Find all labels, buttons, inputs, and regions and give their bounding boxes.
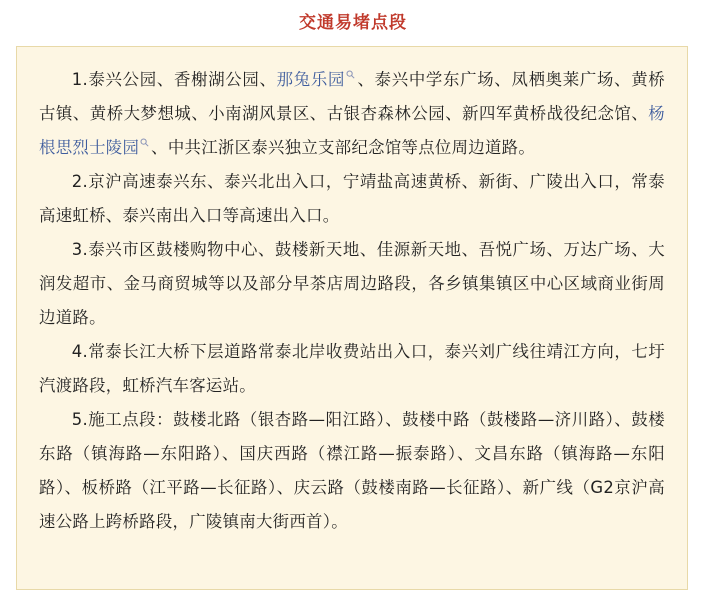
link-yanggensi-cemetery[interactable]: 杨根思烈士陵园 — [39, 104, 665, 157]
paragraph-1 — [39, 63, 665, 165]
paragraph-1-text-c: 、中共江浙区泰兴独立支部纪念馆等点位周边道路。 — [151, 138, 536, 157]
page-title: 交通易堵点段 — [299, 13, 407, 33]
paragraph-3: 3.泰兴市区鼓楼购物中心、鼓楼新天地、佳源新天地、吾悦广场、万达广场、大润发超市、金马商贸城等以及部分早茶店周边路段，各乡镇集镇区中心区域商业街周边道路。 — [39, 240, 665, 327]
content-panel — [16, 46, 688, 590]
paragraph-1-text-a: 1.泰兴公园、香榭湖公园、 — [71, 70, 277, 89]
search-icon[interactable] — [346, 70, 355, 79]
link-natu-park[interactable]: 那兔乐园 — [276, 70, 346, 89]
paragraph-2: 2.京沪高速泰兴东、泰兴北出入口，宁靖盐高速黄桥、新街、广陵出入口，常泰高速虹桥、泰兴南出入口等高速出入口。 — [39, 172, 665, 225]
paragraph-5: 5.施工点段：鼓楼北路（银杏路—阳江路）、鼓楼中路（鼓楼路—济川路）、鼓楼东路（镇海路—东阳路）、国庆西路（襟江路—振泰路）、文昌东路（镇海路—东阳路）、板桥路（江平路—长征路）、庆云路（鼓楼南路—长征路）、新广线（G2京沪高速公路上跨桥路段，广陵镇南大街西首）。 — [39, 410, 665, 531]
search-icon[interactable] — [140, 138, 149, 147]
paragraph-4: 4.常泰长江大桥下层道路常泰北岸收费站出入口，泰兴刘广线往靖江方向，七圩汽渡路段，虹桥汽车客运站。 — [39, 342, 665, 395]
paragraph-1-text-b: 、泰兴中学东广场、凤栖奥莱广场、黄桥古镇、黄桥大梦想城、小南湖风景区、古银杏森林公园、新四军黄桥战役纪念馆、 — [39, 70, 666, 123]
